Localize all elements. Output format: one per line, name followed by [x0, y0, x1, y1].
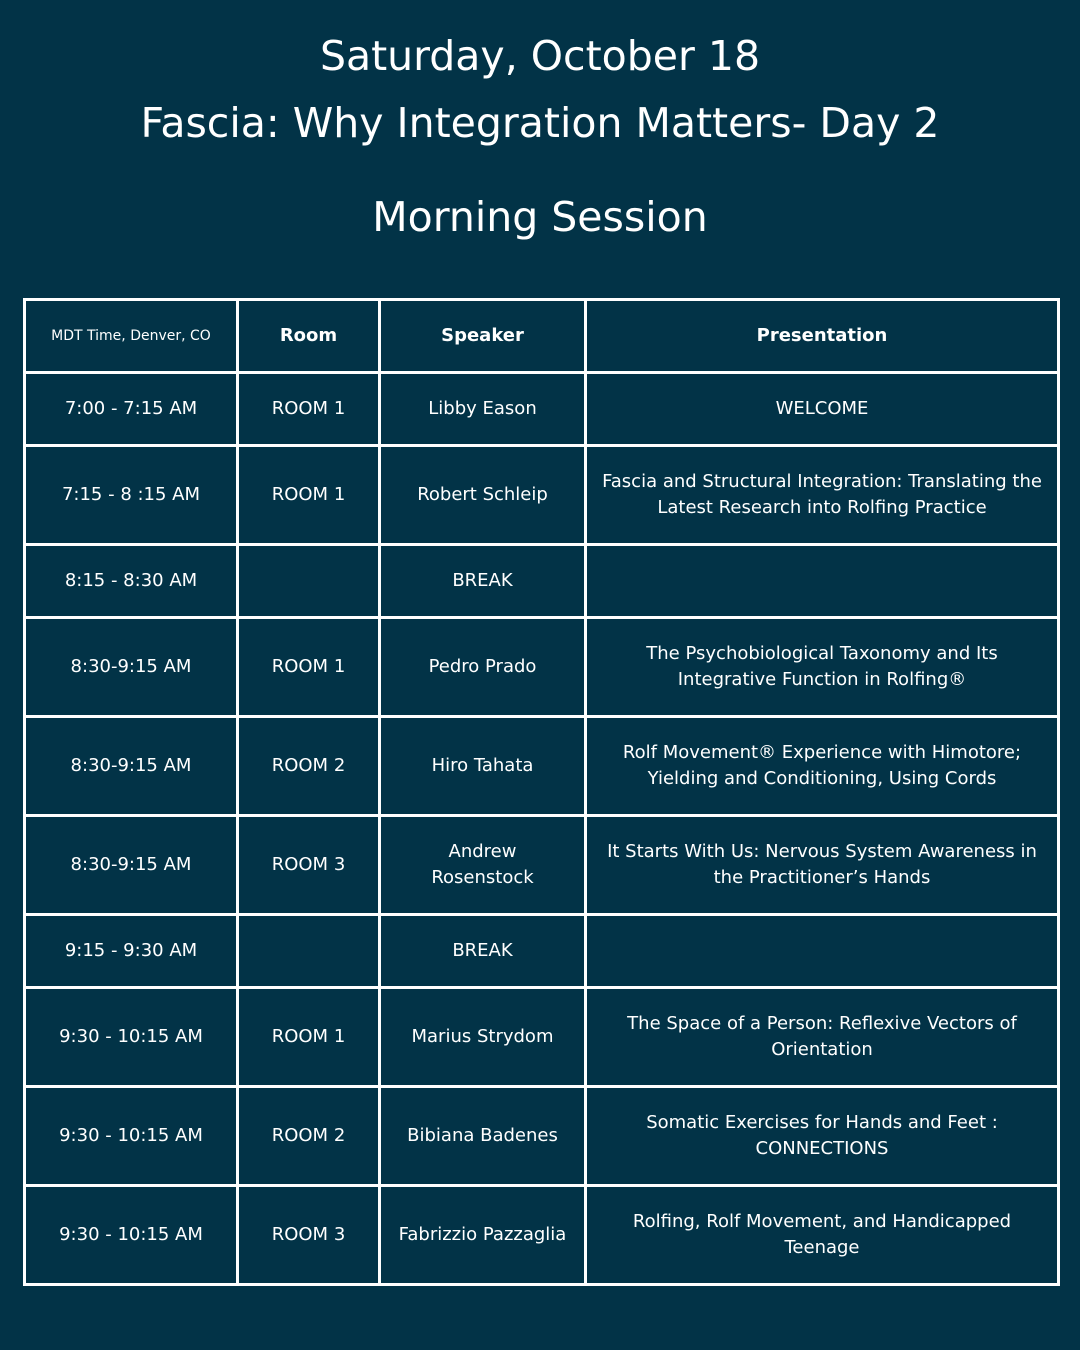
presentation-cell: Rolf Movement® Experience with Himotore; Yielding and Conditioning, Using Cords [586, 717, 1059, 816]
event-title: Fascia: Why Integration Matters- Day 2 [140, 99, 940, 147]
presentation-cell: Somatic Exercises for Hands and Feet : CONNECTIONS [586, 1087, 1059, 1186]
speaker-cell: Pedro Prado [380, 618, 586, 717]
room-cell: ROOM 3 [238, 1186, 380, 1285]
table-row [25, 1186, 1059, 1285]
table-row [25, 717, 1059, 816]
speaker-cell: BREAK [380, 545, 586, 618]
time-cell: 8:15 - 8:30 AM [25, 545, 238, 618]
room-cell: ROOM 1 [238, 988, 380, 1087]
column-header-speaker: Speaker [380, 300, 586, 373]
time-cell: 8:30-9:15 AM [25, 717, 238, 816]
time-cell: 9:30 - 10:15 AM [25, 988, 238, 1087]
presentation-cell: The Psychobiological Taxonomy and Its Integrative Function in Rolfing® [586, 618, 1059, 717]
time-cell: 9:15 - 9:30 AM [25, 915, 238, 988]
table-header-row [25, 300, 1059, 373]
speaker-cell: Bibiana Badenes [380, 1087, 586, 1186]
table-row [25, 1087, 1059, 1186]
table-row [25, 446, 1059, 545]
room-cell: ROOM 1 [238, 446, 380, 545]
table-row [25, 988, 1059, 1087]
presentation-cell: Rolfing, Rolf Movement, and Handicapped Teenage [586, 1186, 1059, 1285]
table-row [25, 373, 1059, 446]
speaker-cell: Libby Eason [380, 373, 586, 446]
room-cell [238, 915, 380, 988]
room-cell: ROOM 2 [238, 717, 380, 816]
room-cell [238, 545, 380, 618]
table-row [25, 545, 1059, 618]
table-row [25, 816, 1059, 915]
speaker-cell: Robert Schleip [380, 446, 586, 545]
presentation-cell: Fascia and Structural Integration: Translating the Latest Research into Rolfing Practice [586, 446, 1059, 545]
presentation-cell [586, 545, 1059, 618]
speaker-cell: Andrew Rosenstock [380, 816, 586, 915]
room-cell: ROOM 2 [238, 1087, 380, 1186]
time-cell: 8:30-9:15 AM [25, 816, 238, 915]
speaker-cell: Fabrizzio Pazzaglia [380, 1186, 586, 1285]
session-title: Morning Session [372, 193, 708, 241]
page-date: Saturday, October 18 [319, 32, 761, 80]
time-cell: 9:30 - 10:15 AM [25, 1186, 238, 1285]
speaker-cell: Marius Strydom [380, 988, 586, 1087]
speaker-cell: Hiro Tahata [380, 717, 586, 816]
time-cell: 7:15 - 8 :15 AM [25, 446, 238, 545]
presentation-cell: The Space of a Person: Reflexive Vectors of Orientation [586, 988, 1059, 1087]
schedule-table [23, 298, 1060, 1286]
room-cell: ROOM 1 [238, 618, 380, 717]
speaker-cell: BREAK [380, 915, 586, 988]
table-row [25, 618, 1059, 717]
presentation-cell [586, 915, 1059, 988]
table-row [25, 915, 1059, 988]
column-header-presentation: Presentation [586, 300, 1059, 373]
column-header-room: Room [238, 300, 380, 373]
time-cell: 8:30-9:15 AM [25, 618, 238, 717]
room-cell: ROOM 3 [238, 816, 380, 915]
room-cell: ROOM 1 [238, 373, 380, 446]
time-cell: 9:30 - 10:15 AM [25, 1087, 238, 1186]
presentation-cell: It Starts With Us: Nervous System Awareness in the Practitioner’s Hands [586, 816, 1059, 915]
presentation-cell: WELCOME [586, 373, 1059, 446]
time-cell: 7:00 - 7:15 AM [25, 373, 238, 446]
column-header-time: MDT Time, Denver, CO [25, 300, 238, 373]
